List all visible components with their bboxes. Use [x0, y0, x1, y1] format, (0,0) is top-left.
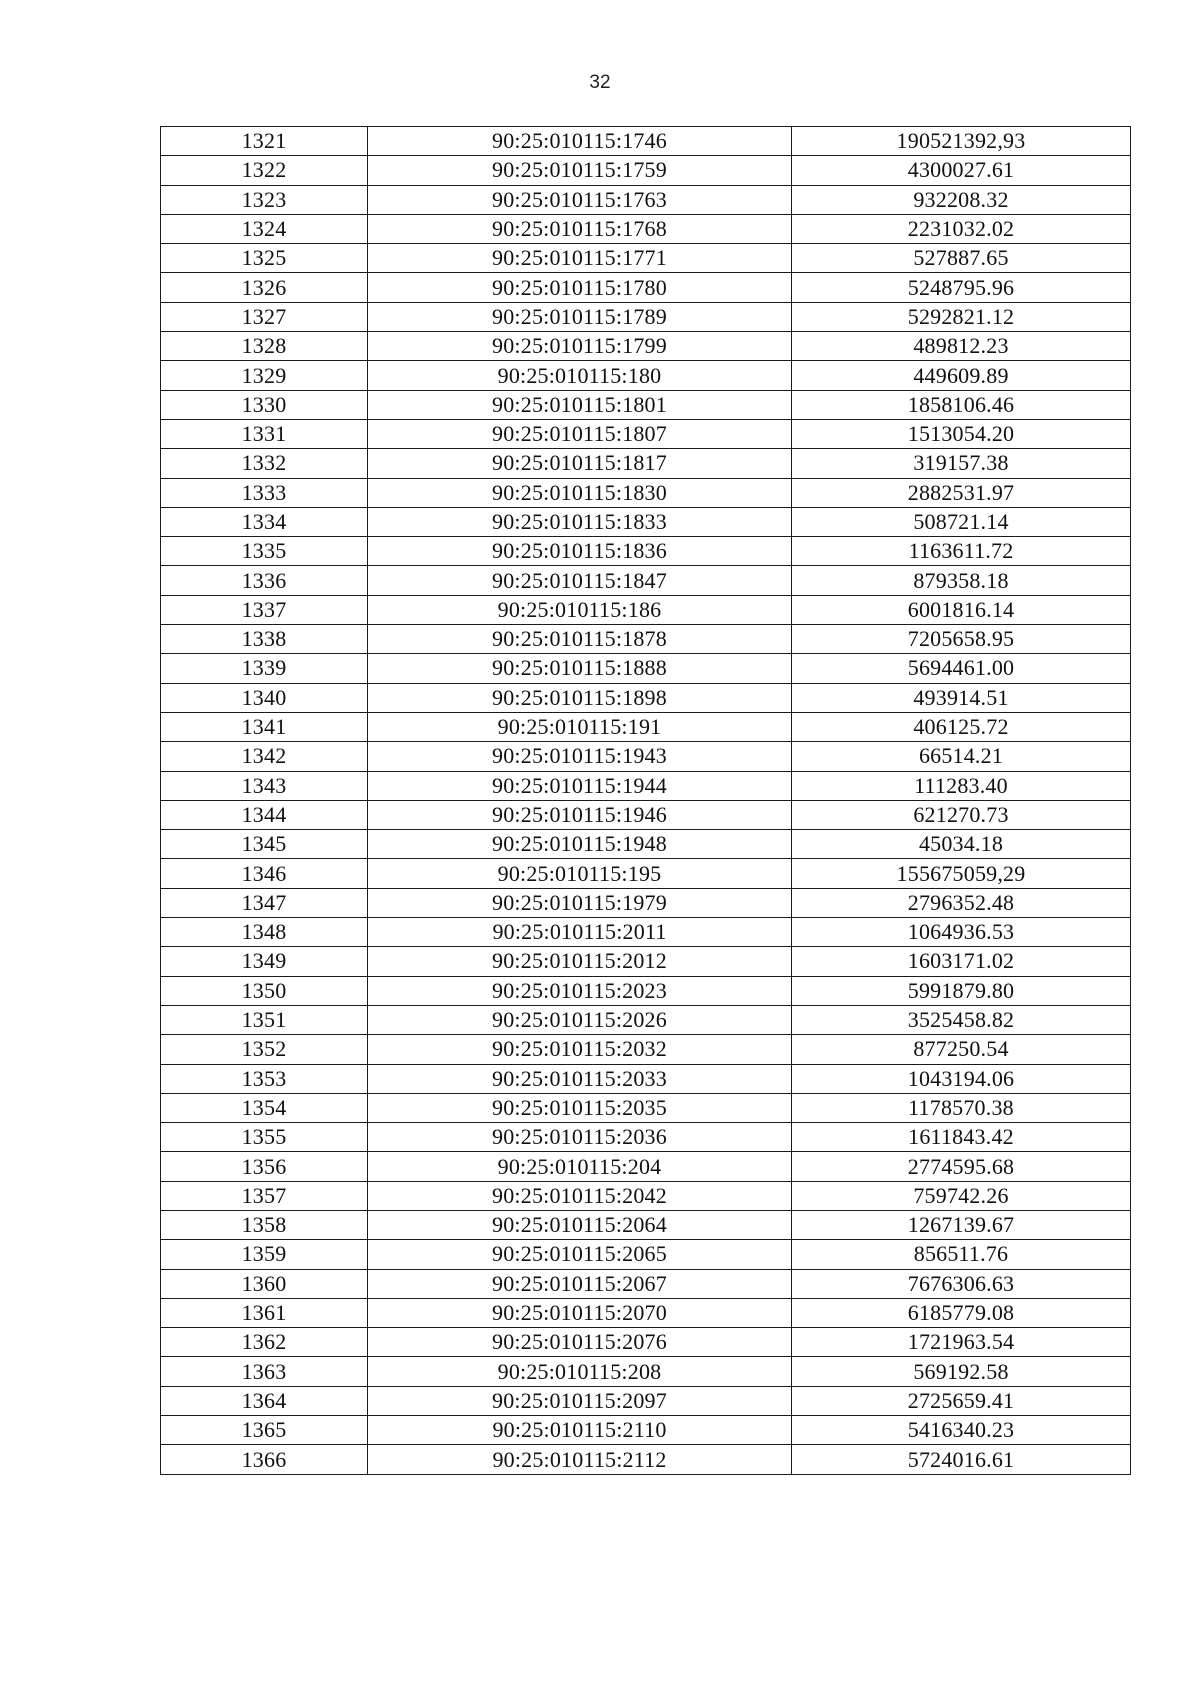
table-row	[161, 595, 1131, 624]
row-number-cell: 1349	[161, 947, 368, 976]
table-row	[161, 214, 1131, 243]
row-number-cell: 1338	[161, 625, 368, 654]
table-row	[161, 332, 1131, 361]
cadastral-number-cell: 90:25:010115:1830	[368, 478, 792, 507]
cadastral-number-cell: 90:25:010115:2067	[368, 1269, 792, 1298]
table-row	[161, 1181, 1131, 1210]
value-cell: 2882531.97	[792, 478, 1131, 507]
value-cell: 4300027.61	[792, 156, 1131, 185]
value-cell: 2774595.68	[792, 1152, 1131, 1181]
table-row	[161, 742, 1131, 771]
row-number-cell: 1331	[161, 419, 368, 448]
table-row	[161, 127, 1131, 156]
table-row	[161, 478, 1131, 507]
row-number-cell: 1339	[161, 654, 368, 683]
row-number-cell: 1362	[161, 1328, 368, 1357]
row-number-cell: 1366	[161, 1445, 368, 1474]
cadastral-number-cell: 90:25:010115:180	[368, 361, 792, 390]
row-number-cell: 1329	[161, 361, 368, 390]
cadastral-number-cell: 90:25:010115:1799	[368, 332, 792, 361]
row-number-cell: 1345	[161, 830, 368, 859]
row-number-cell: 1333	[161, 478, 368, 507]
cadastral-number-cell: 90:25:010115:204	[368, 1152, 792, 1181]
value-cell: 1721963.54	[792, 1328, 1131, 1357]
value-cell: 1043194.06	[792, 1064, 1131, 1093]
value-cell: 1267139.67	[792, 1210, 1131, 1239]
cadastral-number-cell: 90:25:010115:2112	[368, 1445, 792, 1474]
table-row	[161, 1328, 1131, 1357]
cadastral-number-cell: 90:25:010115:208	[368, 1357, 792, 1386]
table-row	[161, 449, 1131, 478]
row-number-cell: 1344	[161, 800, 368, 829]
value-cell: 406125.72	[792, 712, 1131, 741]
value-cell: 5248795.96	[792, 273, 1131, 302]
row-number-cell: 1335	[161, 537, 368, 566]
table-row	[161, 390, 1131, 419]
row-number-cell: 1343	[161, 771, 368, 800]
cadastral-number-cell: 90:25:010115:2023	[368, 976, 792, 1005]
row-number-cell: 1330	[161, 390, 368, 419]
table-row	[161, 1357, 1131, 1386]
value-cell: 489812.23	[792, 332, 1131, 361]
cadastral-number-cell: 90:25:010115:1789	[368, 302, 792, 331]
table-row	[161, 156, 1131, 185]
value-cell: 569192.58	[792, 1357, 1131, 1386]
cadastral-number-cell: 90:25:010115:1833	[368, 507, 792, 536]
value-cell: 759742.26	[792, 1181, 1131, 1210]
cadastral-number-cell: 90:25:010115:1746	[368, 127, 792, 156]
table-row	[161, 537, 1131, 566]
row-number-cell: 1360	[161, 1269, 368, 1298]
value-cell: 877250.54	[792, 1035, 1131, 1064]
row-number-cell: 1340	[161, 683, 368, 712]
cadastral-number-cell: 90:25:010115:1801	[368, 390, 792, 419]
row-number-cell: 1332	[161, 449, 368, 478]
cadastral-number-cell: 90:25:010115:1948	[368, 830, 792, 859]
row-number-cell: 1347	[161, 888, 368, 917]
value-cell: 45034.18	[792, 830, 1131, 859]
cadastral-number-cell: 90:25:010115:186	[368, 595, 792, 624]
table-row	[161, 918, 1131, 947]
row-number-cell: 1341	[161, 712, 368, 741]
cadastral-number-cell: 90:25:010115:2012	[368, 947, 792, 976]
cadastral-number-cell: 90:25:010115:2011	[368, 918, 792, 947]
table-row	[161, 361, 1131, 390]
row-number-cell: 1348	[161, 918, 368, 947]
row-number-cell: 1357	[161, 1181, 368, 1210]
cadastral-number-cell: 90:25:010115:2035	[368, 1093, 792, 1122]
cadastral-number-cell: 90:25:010115:2026	[368, 1005, 792, 1034]
table-row	[161, 654, 1131, 683]
table-row	[161, 1093, 1131, 1122]
value-cell: 1064936.53	[792, 918, 1131, 947]
table-row	[161, 625, 1131, 654]
cadastral-number-cell: 90:25:010115:2033	[368, 1064, 792, 1093]
table-row	[161, 302, 1131, 331]
table-row	[161, 273, 1131, 302]
row-number-cell: 1328	[161, 332, 368, 361]
cadastral-number-cell: 90:25:010115:1946	[368, 800, 792, 829]
row-number-cell: 1351	[161, 1005, 368, 1034]
cadastral-number-cell: 90:25:010115:1763	[368, 185, 792, 214]
value-cell: 1178570.38	[792, 1093, 1131, 1122]
cadastral-number-cell: 90:25:010115:2064	[368, 1210, 792, 1239]
cadastral-value-table	[160, 126, 1131, 1475]
value-cell: 932208.32	[792, 185, 1131, 214]
cadastral-number-cell: 90:25:010115:1759	[368, 156, 792, 185]
value-cell: 3525458.82	[792, 1005, 1131, 1034]
value-cell: 527887.65	[792, 244, 1131, 273]
table-row	[161, 185, 1131, 214]
cadastral-number-cell: 90:25:010115:1944	[368, 771, 792, 800]
table-row	[161, 800, 1131, 829]
cadastral-number-cell: 90:25:010115:191	[368, 712, 792, 741]
value-cell: 621270.73	[792, 800, 1131, 829]
cadastral-number-cell: 90:25:010115:1780	[368, 273, 792, 302]
row-number-cell: 1323	[161, 185, 368, 214]
table-row	[161, 1386, 1131, 1415]
row-number-cell: 1350	[161, 976, 368, 1005]
cadastral-number-cell: 90:25:010115:1898	[368, 683, 792, 712]
cadastral-number-cell: 90:25:010115:1771	[368, 244, 792, 273]
value-cell: 190521392,93	[792, 127, 1131, 156]
value-cell: 1611843.42	[792, 1123, 1131, 1152]
value-cell: 2231032.02	[792, 214, 1131, 243]
table-row	[161, 419, 1131, 448]
row-number-cell: 1325	[161, 244, 368, 273]
value-cell: 1603171.02	[792, 947, 1131, 976]
row-number-cell: 1337	[161, 595, 368, 624]
value-cell: 5724016.61	[792, 1445, 1131, 1474]
cadastral-number-cell: 90:25:010115:1847	[368, 566, 792, 595]
value-cell: 508721.14	[792, 507, 1131, 536]
row-number-cell: 1354	[161, 1093, 368, 1122]
cadastral-number-cell: 90:25:010115:1979	[368, 888, 792, 917]
cadastral-number-cell: 90:25:010115:1836	[368, 537, 792, 566]
row-number-cell: 1352	[161, 1035, 368, 1064]
cadastral-number-cell: 90:25:010115:195	[368, 859, 792, 888]
cadastral-number-cell: 90:25:010115:2032	[368, 1035, 792, 1064]
table-row	[161, 859, 1131, 888]
row-number-cell: 1342	[161, 742, 368, 771]
value-cell: 2796352.48	[792, 888, 1131, 917]
table-row	[161, 244, 1131, 273]
cadastral-number-cell: 90:25:010115:2065	[368, 1240, 792, 1269]
row-number-cell: 1365	[161, 1416, 368, 1445]
page-number: 32	[589, 72, 611, 93]
cadastral-number-cell: 90:25:010115:2036	[368, 1123, 792, 1152]
value-cell: 111283.40	[792, 771, 1131, 800]
value-cell: 1163611.72	[792, 537, 1131, 566]
row-number-cell: 1364	[161, 1386, 368, 1415]
table-row	[161, 683, 1131, 712]
row-number-cell: 1363	[161, 1357, 368, 1386]
value-cell: 66514.21	[792, 742, 1131, 771]
table-row	[161, 771, 1131, 800]
value-cell: 2725659.41	[792, 1386, 1131, 1415]
table-row	[161, 1210, 1131, 1239]
cadastral-number-cell: 90:25:010115:1807	[368, 419, 792, 448]
table-body	[161, 127, 1131, 1475]
table-row	[161, 888, 1131, 917]
value-cell: 5416340.23	[792, 1416, 1131, 1445]
table-row	[161, 507, 1131, 536]
value-cell: 5991879.80	[792, 976, 1131, 1005]
cadastral-number-cell: 90:25:010115:1943	[368, 742, 792, 771]
table-row	[161, 1416, 1131, 1445]
value-cell: 155675059,29	[792, 859, 1131, 888]
table-row	[161, 1269, 1131, 1298]
table-row	[161, 1445, 1131, 1474]
table-row	[161, 1152, 1131, 1181]
value-cell: 7676306.63	[792, 1269, 1131, 1298]
row-number-cell: 1326	[161, 273, 368, 302]
cadastral-number-cell: 90:25:010115:1888	[368, 654, 792, 683]
value-cell: 319157.38	[792, 449, 1131, 478]
cadastral-number-cell: 90:25:010115:1817	[368, 449, 792, 478]
value-cell: 1858106.46	[792, 390, 1131, 419]
value-cell: 5292821.12	[792, 302, 1131, 331]
value-cell: 879358.18	[792, 566, 1131, 595]
row-number-cell: 1356	[161, 1152, 368, 1181]
table-row	[161, 1123, 1131, 1152]
table-row	[161, 1064, 1131, 1093]
row-number-cell: 1359	[161, 1240, 368, 1269]
table-row	[161, 712, 1131, 741]
value-cell: 5694461.00	[792, 654, 1131, 683]
table-row	[161, 947, 1131, 976]
cadastral-number-cell: 90:25:010115:2076	[368, 1328, 792, 1357]
table-row	[161, 1005, 1131, 1034]
value-cell: 6185779.08	[792, 1298, 1131, 1327]
row-number-cell: 1327	[161, 302, 368, 331]
row-number-cell: 1324	[161, 214, 368, 243]
table-row	[161, 566, 1131, 595]
cadastral-number-cell: 90:25:010115:1878	[368, 625, 792, 654]
cadastral-number-cell: 90:25:010115:1768	[368, 214, 792, 243]
table-row	[161, 830, 1131, 859]
row-number-cell: 1361	[161, 1298, 368, 1327]
row-number-cell: 1355	[161, 1123, 368, 1152]
cadastral-number-cell: 90:25:010115:2097	[368, 1386, 792, 1415]
value-cell: 7205658.95	[792, 625, 1131, 654]
row-number-cell: 1353	[161, 1064, 368, 1093]
row-number-cell: 1346	[161, 859, 368, 888]
table-row	[161, 976, 1131, 1005]
row-number-cell: 1358	[161, 1210, 368, 1239]
value-cell: 856511.76	[792, 1240, 1131, 1269]
value-cell: 449609.89	[792, 361, 1131, 390]
value-cell: 1513054.20	[792, 419, 1131, 448]
value-cell: 6001816.14	[792, 595, 1131, 624]
row-number-cell: 1321	[161, 127, 368, 156]
row-number-cell: 1336	[161, 566, 368, 595]
cadastral-number-cell: 90:25:010115:2070	[368, 1298, 792, 1327]
table-row	[161, 1240, 1131, 1269]
cadastral-number-cell: 90:25:010115:2042	[368, 1181, 792, 1210]
table-row	[161, 1035, 1131, 1064]
table-row	[161, 1298, 1131, 1327]
row-number-cell: 1322	[161, 156, 368, 185]
value-cell: 493914.51	[792, 683, 1131, 712]
row-number-cell: 1334	[161, 507, 368, 536]
cadastral-number-cell: 90:25:010115:2110	[368, 1416, 792, 1445]
